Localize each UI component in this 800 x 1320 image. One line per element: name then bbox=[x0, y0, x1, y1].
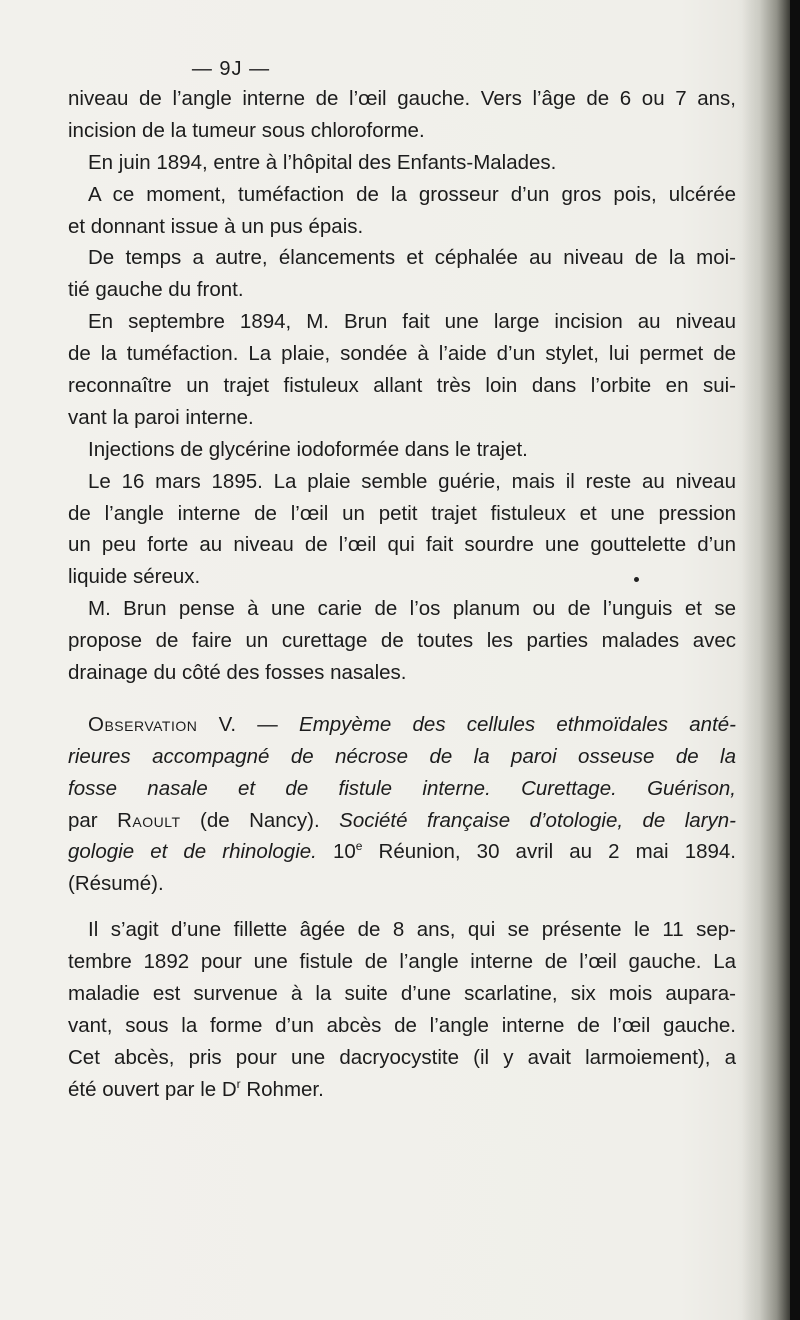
text-line: De temps a autre, élancements et céphalée au niveau de la moi- bbox=[88, 246, 736, 270]
society-name-1: Société française d’otologie, de laryn- bbox=[339, 808, 736, 832]
text-line: niveau de l’angle interne de l’œil gauche. Vers l’âge de 6 ou 7 ans, bbox=[68, 87, 736, 110]
section-gap bbox=[68, 900, 736, 914]
society-name-2: gologie et de rhinologie. bbox=[68, 840, 317, 864]
text-line: de la tuméfaction. La plaie, sondée à l’aide d’un stylet, lui permet de bbox=[68, 342, 736, 366]
text-line: maladie est survenue à la suite d’une scarlatine, six mois aupara- bbox=[68, 982, 736, 1006]
case-last-post: Rohmer. bbox=[240, 1077, 324, 1101]
text-line: Il s’agit d’une fillette âgée de 8 ans, qui se présente le 11 sep- bbox=[88, 918, 736, 942]
observation-heading bbox=[68, 709, 736, 741]
text-line: et donnant issue à un pus épais. bbox=[68, 214, 364, 238]
text-line: reconnaître un trajet fistuleux allant très loin dans l’orbite en sui- bbox=[68, 374, 736, 398]
author-place: (de Nancy). bbox=[200, 808, 320, 832]
author-name: Raoult bbox=[117, 808, 181, 832]
by-word: par bbox=[68, 808, 98, 832]
meeting-sup: e bbox=[355, 839, 363, 854]
observation-title-1: Empyème des cellules ethmoïdales anté- bbox=[299, 712, 736, 736]
meeting-number: 10 bbox=[332, 840, 356, 864]
text-line-last bbox=[68, 1074, 736, 1106]
text-line: tembre 1892 pour une fistule de l’angle interne de l’œil gauche. La bbox=[68, 950, 736, 974]
observation-title-3: fosse nasale et de fistule interne. Curettage. Guérison, bbox=[68, 776, 736, 800]
text-line: M. Brun pense à une carie de l’os planum ou de l’unguis et se bbox=[88, 597, 736, 621]
text-line: En septembre 1894, M. Brun fait une large incision au niveau bbox=[88, 310, 736, 334]
text-line: de l’angle interne de l’œil un petit trajet fistuleux et une pression bbox=[68, 501, 736, 525]
observation-summary: (Résumé). bbox=[68, 872, 164, 896]
text-line: propose de faire un curettage de toutes les parties malades avec bbox=[68, 629, 736, 653]
text-line: liquide séreux. bbox=[68, 565, 201, 589]
doctor-sup: r bbox=[236, 1076, 241, 1091]
body-text bbox=[68, 83, 736, 1106]
text-line: un peu forte au niveau de l’œil qui fait sourdre une gouttelette d’un bbox=[68, 533, 736, 557]
observation-number: V. — bbox=[218, 712, 278, 736]
observation-label: Observation bbox=[88, 712, 198, 736]
text-line: vant la paroi interne. bbox=[68, 405, 254, 429]
observation-source-2 bbox=[68, 836, 736, 868]
observation-source-1 bbox=[68, 805, 736, 837]
meeting-date: Réunion, 30 avril au 2 mai 1894. bbox=[378, 840, 736, 864]
text-line: vant, sous la forme d’un abcès de l’angle interne de l’œil gauche. bbox=[68, 1013, 736, 1037]
case-last-pre: été ouvert par le D bbox=[68, 1077, 237, 1101]
text-line: Cet abcès, pris pour une dacryocystite (il y avait larmoiement), a bbox=[68, 1045, 736, 1069]
book-binding-edge bbox=[790, 0, 800, 1320]
text-line: incision de la tumeur sous chloroforme. bbox=[68, 118, 425, 142]
text-line: A ce moment, tuméfaction de la grosseur d’un gros pois, ulcérée bbox=[88, 182, 736, 206]
text-line: tié gauche du front. bbox=[68, 278, 244, 302]
observation-title-2: rieures accompagné de nécrose de la paroi osseuse de la bbox=[68, 744, 736, 768]
text-line: En juin 1894, entre à l’hôpital des Enfants-Malades. bbox=[88, 150, 557, 174]
text-line: Injections de glycérine iodoformée dans le trajet. bbox=[88, 437, 528, 461]
text-line: Le 16 mars 1895. La plaie semble guérie, mais il reste au niveau bbox=[88, 469, 736, 493]
text-line: drainage du côté des fosses nasales. bbox=[68, 661, 407, 685]
page-number: — 9J — bbox=[191, 58, 271, 80]
section-gap bbox=[68, 689, 736, 709]
